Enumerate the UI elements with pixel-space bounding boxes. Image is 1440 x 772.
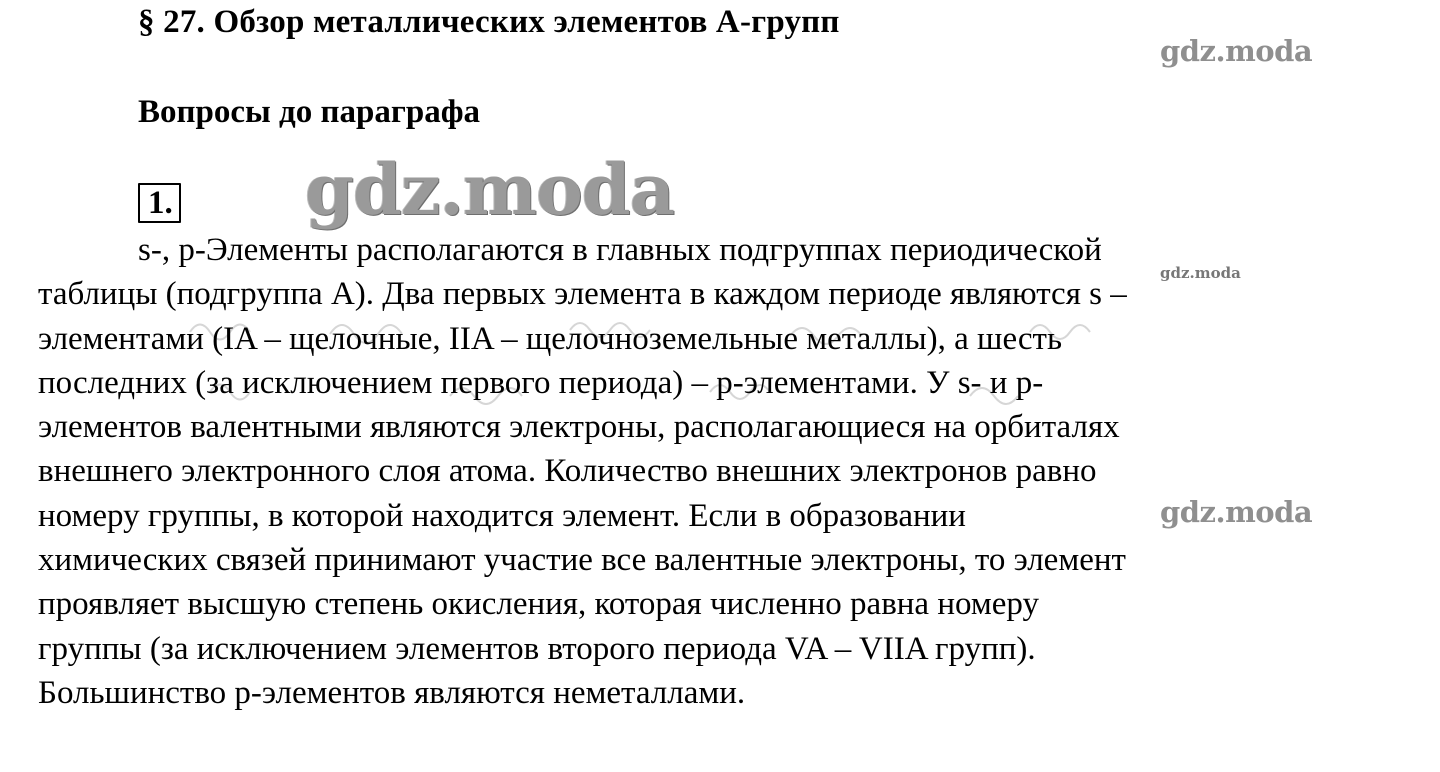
answer-line: химических связей принимают участие все валентные электроны, то элемент <box>38 542 1126 579</box>
watermark-logo-top: gdz.moda <box>1160 34 1313 68</box>
answer-line: таблицы (подгруппа А). Два первых элемента в каждом периоде являются s – <box>38 276 1127 313</box>
answer-line: группы (за исключением элементов второго периода VA – VIIA групп). <box>38 630 1036 667</box>
answer-line: проявляет высшую степень окисления, которая численно равна номеру <box>38 586 1039 623</box>
subheading: Вопросы до параграфа <box>138 94 481 130</box>
answer-line: последних (за исключением первого периода) – p-элементами. У s- и p- <box>38 364 1044 401</box>
answer-line: номеру группы, в которой находится элемент. Если в образовании <box>38 497 966 534</box>
watermark-logo-large: gdz.moda <box>305 148 675 231</box>
section-title: § 27. Обзор металлических элементов А-групп <box>138 4 840 40</box>
answer-line: Большинство p-элементов являются неметаллами. <box>38 674 746 711</box>
answer-line: элементами (IA – щелочные, IIA – щелочноземельные металлы), а шесть <box>38 320 1063 357</box>
answer-line: внешнего электронного слоя атома. Количество внешних электронов равно <box>38 453 1097 490</box>
answer-text <box>38 228 1328 715</box>
watermark-logo-middle: gdz.moda <box>1160 495 1313 529</box>
answer-line: элементов валентными являются электроны, располагающиеся на орбиталях <box>38 409 1120 446</box>
watermark-logo-small: gdz.moda <box>1160 264 1241 282</box>
question-number-box: 1. <box>138 183 181 223</box>
answer-line: s-, p-Элементы располагаются в главных подгруппах периодической <box>138 232 1102 268</box>
